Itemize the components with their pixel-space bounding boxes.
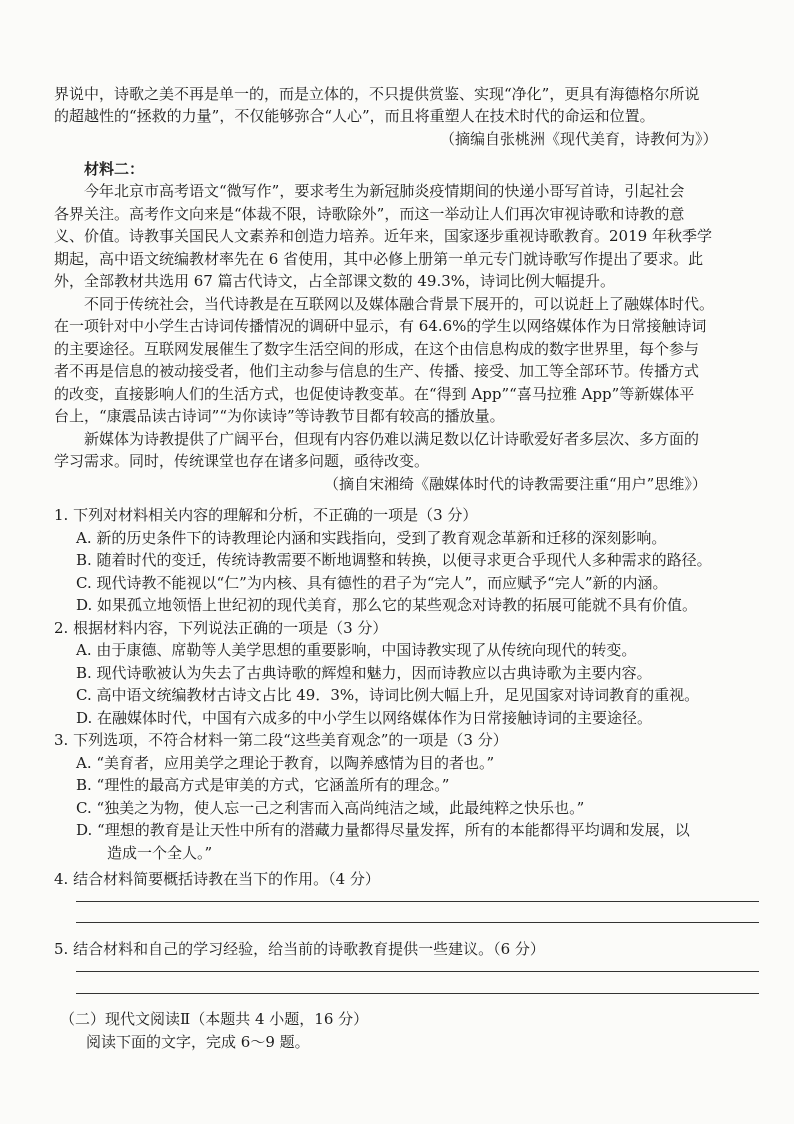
paragraph-line: 新媒体为诗教提供了广阔平台，但现有内容仍难以满足数以亿计诗歌爱好者多层次、多方面的: [84, 430, 700, 448]
question-option: C. 现代诗教不能视以“仁”为内核、具有德性的君子为“完人”，而应赋予“完人”新的内涵。: [76, 574, 668, 592]
question-stem: 2. 根据材料内容，下列说法正确的一项是（3 分）: [54, 619, 388, 637]
source-citation: （摘自宋湘绮《融媒体时代的诗教需要注重“用户”思维》）: [324, 475, 707, 493]
paragraph-line: 的超越性的“拯救的力量”，不仅能够弥合“人心”，而且将重塑人在技术时代的命运和位置。: [54, 107, 655, 125]
question-option: A. “美育者，应用美学之理论于教育，以陶养感情为目的者也。”: [76, 754, 495, 772]
question-option: D. 在融媒体时代，中国有六成多的中小学生以网络媒体作为日常接触诗词的主要途径。: [76, 709, 653, 727]
question-option: C. “独美之为物，使人忘一己之利害而入高尚纯洁之域，此最纯粹之快乐也。”: [76, 799, 585, 817]
question-option: C. 高中语文统编教材古诗文占比 49．3%，诗词比例大幅上升，足见国家对诗词教育的重视。: [76, 686, 700, 704]
section-title: （二）现代文阅读Ⅱ（本题共 4 小题，16 分）: [60, 1010, 369, 1028]
question-stem: 3. 下列选项，不符合材料一第二段“这些美育观念”的一项是（3 分）: [54, 731, 508, 749]
answer-line[interactable]: [76, 901, 759, 902]
paragraph-line: 外，全部教材共选用 67 篇古代诗文，占全部课文数的 49.3%，诗词比例大幅提升。: [54, 272, 616, 290]
paragraph-line: 义、价值。诗教事关国民人文素养和创造力培养。近年来，国家逐步重视诗歌教育。2019 年秋季学: [54, 227, 712, 245]
question-option: B. “理性的最高方式是审美的方式，它涵盖所有的理念。”: [76, 776, 450, 794]
question-option: A. 新的历史条件下的诗教理论内涵和实践指向，受到了教育观念革新和迁移的深刻影响。: [76, 529, 667, 547]
question-option: D. 如果孤立地领悟上世纪初的现代美育，那么它的某些观念对诗教的拓展可能就不具有价值。: [76, 596, 698, 614]
paragraph-line: 的改变，直接影响人们的生活方式，也促使诗教变革。在“得到 App”“喜马拉雅 App”等新媒体平: [54, 385, 695, 403]
answer-line[interactable]: [76, 971, 759, 972]
paragraph-line: 各界关注。高考作文向来是“体裁不限，诗歌除外”，而这一举动让人们再次审视诗歌和诗教的意: [54, 205, 685, 223]
question-stem: 5. 结合材料和自己的学习经验，给当前的诗歌教育提供一些建议。（6 分）: [54, 940, 545, 958]
paragraph-line: 界说中，诗歌之美不再是单一的，而是立体的，不只提供赏鉴、实现“净化”，更具有海德格尔所说: [54, 85, 700, 103]
paragraph-line: 今年北京市高考语文“微写作”，要求考生为新冠肺炎疫情期间的快递小哥写首诗，引起社会: [84, 182, 685, 200]
answer-line[interactable]: [76, 922, 759, 923]
paragraph-line: 不同于传统社会，当代诗教是在互联网以及媒体融合背景下展开的，可以说赶上了融媒体时代。: [84, 295, 715, 313]
question-option: D. “理想的教育是让天性中所有的潜藏力量都得尽量发挥，所有的本能都得平均调和发展，以: [76, 821, 690, 839]
question-stem: 4. 结合材料简要概括诗教在当下的作用。（4 分）: [54, 870, 380, 888]
paragraph-line: 学习需求。同时，传统课堂也存在诸多问题，亟待改变。: [54, 452, 430, 470]
question-option-continuation: 造成一个全人。”: [107, 844, 213, 862]
question-option: B. 现代诗歌被认为失去了古典诗歌的辉煌和魅力，因而诗教应以古典诗歌为主要内容。: [76, 664, 652, 682]
material-heading: 材料二：: [84, 160, 145, 178]
question-option: A. 由于康德、席勒等人美学思想的重要影响，中国诗教实现了从传统向现代的转变。: [76, 641, 637, 659]
question-stem: 1. 下列对材料相关内容的理解和分析，不正确的一项是（3 分）: [54, 506, 478, 524]
answer-line[interactable]: [76, 993, 759, 994]
paragraph-line: 在一项针对中小学生古诗词传播情况的调研中显示，有 64.6%的学生以网络媒体作为日常接触诗词: [54, 317, 707, 335]
paragraph-line: 期起，高中语文统编教材率先在 6 省使用，其中必修上册第一单元专门就诗歌写作提出了要求。此: [54, 250, 704, 268]
source-citation: （摘编自张桃洲《现代美育，诗教何为》）: [440, 130, 718, 148]
paragraph-line: 者不再是信息的被动接受者，他们主动参与信息的生产、传播、接受、加工等全部环节。传播方式: [54, 362, 700, 380]
paragraph-line: 台上，“康震品读古诗词”“为你读诗”等诗教节目都有较高的播放量。: [54, 407, 505, 425]
paragraph-line: 的主要途径。互联网发展催生了数字生活空间的形成，在这个由信息构成的数字世界里，每个参与: [54, 340, 700, 358]
section-instruction: 阅读下面的文字，完成 6～9 题。: [86, 1033, 310, 1051]
question-option: B. 随着时代的变迁，传统诗教需要不断地调整和转换，以便寻求更合乎现代人多种需求的路径。: [76, 551, 712, 569]
